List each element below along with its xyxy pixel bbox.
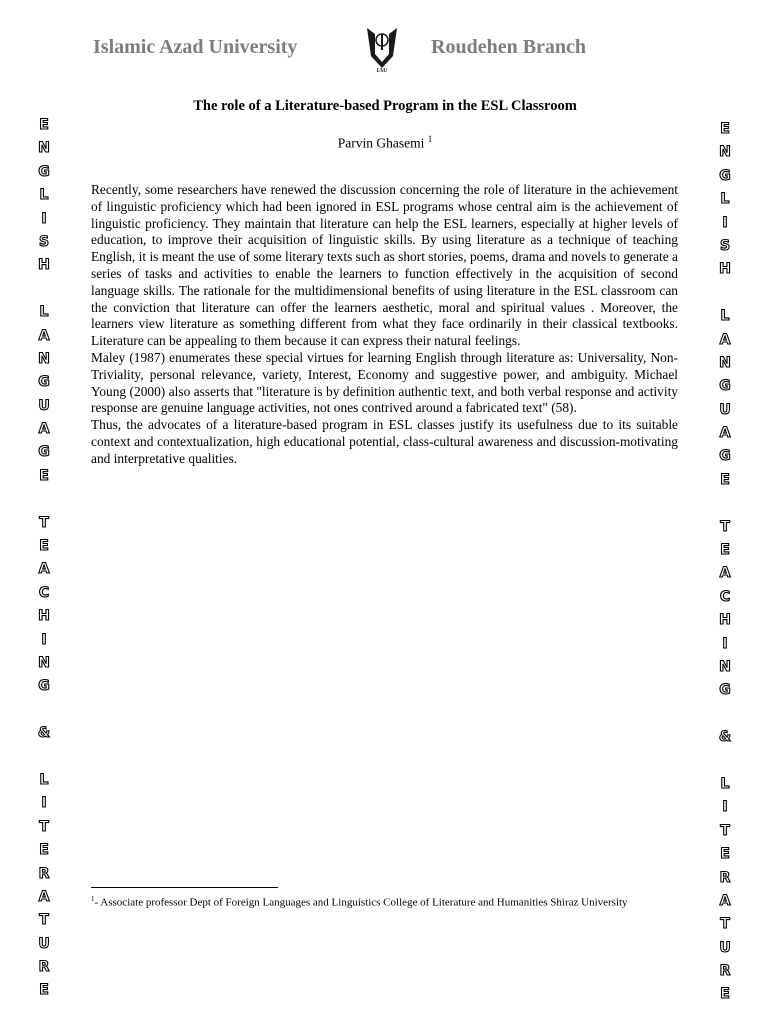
banner-letter: H — [38, 608, 50, 625]
banner-letter: R — [719, 963, 731, 980]
banner-letter: G — [719, 448, 731, 465]
footnote — [91, 893, 678, 910]
banner-gap — [713, 703, 737, 726]
banner-gap — [713, 750, 737, 773]
banner-letter: L — [39, 304, 49, 321]
author-name: Parvin Ghasemi — [337, 135, 425, 151]
banner-letter: A — [719, 331, 731, 348]
paper-author — [90, 134, 680, 152]
banner-letter: E — [720, 986, 730, 1003]
banner-letter: E — [720, 121, 730, 137]
banner-letter: A — [719, 425, 731, 442]
banner-letter: L — [720, 308, 730, 325]
banner-letter: T — [39, 912, 49, 929]
banner-letter: R — [38, 865, 50, 882]
banner-letter: I — [41, 210, 47, 227]
banner-letter: N — [38, 654, 50, 671]
banner-letter: A — [38, 561, 50, 578]
paragraph-2: Maley (1987) enumerates these special virtues for learning English through literature as: Universality, Non-Triviality, personal relevance, variety, Interest, Economy and suggestive power, and ambiguity. Michael Young (2000) also asserts that "literature is by definition authentic text, and both verbal response and activity response are genuine language activities, not ones contrived around a fabricated text" (58). — [91, 349, 678, 416]
banner-letter: & — [37, 725, 51, 742]
banner-letter: S — [38, 233, 50, 250]
banner-letter: U — [719, 939, 731, 956]
banner-letter: N — [719, 144, 731, 161]
banner-gap — [713, 282, 737, 305]
banner-letter: R — [719, 869, 731, 886]
footnote-divider — [91, 887, 278, 888]
banner-letter: G — [38, 374, 50, 391]
banner-letter: U — [38, 397, 50, 414]
banner-letter: N — [719, 354, 731, 371]
banner-letter: E — [39, 467, 49, 484]
banner-gap — [32, 278, 56, 301]
footnote-mark: 1 — [91, 895, 95, 903]
banner-letter: C — [38, 584, 50, 601]
banner-letter: G — [38, 444, 50, 461]
header-branch: Roudehen Branch — [431, 36, 587, 58]
paragraph-3: Thus, the advocates of a literature-based program in ESL classes justify its usefulness due to its suitable context and contextualization, high educational potential, class-cultural awareness and discussion-motivating and interpretative qualities. — [91, 417, 678, 466]
banner-letter: G — [38, 678, 50, 695]
banner-letter: L — [39, 771, 49, 788]
banner-letter: E — [39, 982, 49, 999]
banner-letter: A — [719, 565, 731, 582]
banner-letter: I — [41, 795, 47, 812]
banner-letter: E — [39, 117, 49, 133]
paragraph-1: Recently, some researchers have renewed the discussion concerning the role of literature in the achievement of linguistic proficiency which had been ignored in ESL programs whose central aim is the achievement of linguistic proficiency. They maintain that literature can help the ESL learners, especially at higher levels of education, to improve their acquisition of linguistic skills. By using literature as a technique of teaching English, it is meant the use of some literary texts such as short stories, poems, drama and novels to generate a series of tasks and activities to enable the learners to function effectively in the acquisition of second language skills. The rationale for the multidimensional benefits of using literature in the ESL classroom can the conviction that literature can offer the learners aesthetic, moral and spiritual values . Moreover, the learners view literature as something different from what they face ordinarily in their classical textbooks. Literature can be appealing to them because it can express their natural feelings. — [91, 182, 678, 349]
banner-letter: T — [720, 822, 730, 839]
banner-letter: I — [722, 799, 728, 816]
banner-letter: I — [41, 631, 47, 648]
banner-letter: & — [718, 729, 732, 746]
banner-letter: A — [719, 892, 731, 909]
banner-letter: T — [39, 818, 49, 835]
page-header — [0, 34, 768, 84]
banner-letter: G — [719, 682, 731, 699]
banner-letter: R — [38, 959, 50, 976]
banner-letter: H — [719, 261, 731, 278]
banner-gap — [32, 746, 56, 769]
banner-letter: L — [39, 187, 49, 204]
banner-letter: A — [38, 888, 50, 905]
author-footnote-mark: 1 — [427, 134, 433, 144]
banner-letter: N — [719, 658, 731, 675]
banner-gap — [713, 492, 737, 515]
banner-letter: H — [719, 612, 731, 629]
banner-letter: L — [720, 775, 730, 792]
banner-letter: U — [38, 935, 50, 952]
banner-letter: A — [38, 327, 50, 344]
banner-letter: N — [38, 350, 50, 367]
left-vertical-banner — [32, 114, 56, 1003]
right-vertical-banner — [713, 118, 737, 1007]
banner-gap — [32, 699, 56, 722]
university-logo-icon — [363, 24, 401, 70]
paper-title: The role of a Literature-based Program in the ESL Classroom — [193, 98, 577, 114]
paper-body — [91, 182, 678, 468]
banner-letter: T — [720, 518, 730, 535]
banner-letter: S — [719, 237, 731, 254]
banner-letter: G — [719, 167, 731, 184]
banner-letter: T — [39, 514, 49, 531]
footnote-text: - Associate professor Dept of Foreign Languages and Linguistics College of Literature and Humanities Shiraz University — [94, 896, 628, 909]
logo-caption: IAU — [376, 68, 388, 74]
banner-letter: G — [38, 163, 50, 180]
banner-gap — [32, 488, 56, 511]
banner-letter: E — [720, 471, 730, 488]
header-university: Islamic Azad University — [93, 36, 298, 58]
banner-letter: T — [720, 916, 730, 933]
banner-letter: I — [722, 635, 728, 652]
banner-letter: E — [720, 846, 730, 863]
banner-letter: N — [38, 140, 50, 157]
banner-letter: U — [719, 401, 731, 418]
banner-letter: G — [719, 378, 731, 395]
banner-letter: L — [720, 191, 730, 208]
banner-letter: I — [722, 214, 728, 231]
banner-letter: E — [39, 842, 49, 859]
banner-letter: A — [38, 421, 50, 438]
banner-letter: E — [39, 538, 49, 555]
banner-letter: H — [38, 257, 50, 274]
banner-letter: C — [719, 588, 731, 605]
banner-letter: E — [720, 542, 730, 559]
